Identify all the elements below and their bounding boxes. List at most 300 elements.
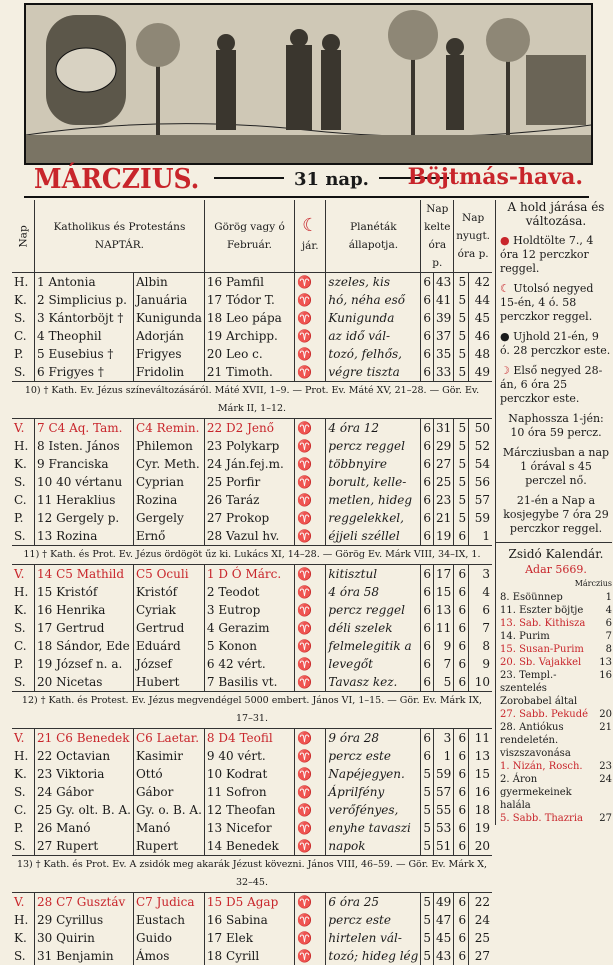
sunrise-hour: 6 [421, 273, 434, 292]
sunset-min: 10 [469, 673, 492, 692]
jewish-item-day: 13 [599, 657, 612, 668]
sunrise-hour: 6 [421, 583, 434, 601]
sunrise-min: 25 [433, 473, 453, 491]
day-cell: S. [14, 365, 26, 379]
protestant-cell: Eduárd [133, 637, 204, 655]
jewish-item-day: 1 [605, 592, 612, 603]
moon-cell [295, 947, 326, 965]
greek-cell: 24 Ján.fej.m. [204, 455, 294, 473]
catholic-cell: 20 Nicetas [35, 673, 134, 692]
moon-cell [295, 309, 326, 327]
jewish-calendar-list [500, 591, 612, 825]
sunset-min: 48 [469, 345, 492, 363]
zodiac-icon: ♈ [297, 749, 313, 763]
sunrise-hour: 5 [421, 837, 434, 856]
day-cell: H. [14, 749, 29, 763]
sunrise-hour: 6 [421, 637, 434, 655]
sunrise-min: 19 [433, 527, 453, 546]
day-cell: H. [14, 439, 29, 453]
sunrise-min: 3 [433, 729, 453, 748]
planet-cell: kitisztul [326, 565, 421, 584]
moon-section-title: A hold járása és változása. [507, 200, 605, 228]
sunset-hour: 6 [454, 929, 469, 947]
greek-cell: 15 D5 Agap [204, 893, 294, 912]
sunset-hour: 5 [454, 509, 469, 527]
greek-cell: 18 Cyrill [204, 947, 294, 965]
sunrise-min: 45 [433, 929, 453, 947]
sunrise-hour: 6 [421, 419, 434, 438]
col-day: Nap [12, 200, 35, 273]
moon-cell [295, 583, 326, 601]
protestant-cell: Kristóf [133, 583, 204, 601]
sunset-hour: 5 [454, 473, 469, 491]
moon-cell [295, 655, 326, 673]
sunrise-min: 47 [433, 911, 453, 929]
day-cell: C. [14, 329, 27, 343]
sunset-min: 13 [469, 747, 492, 765]
zodiac-icon: ♈ [297, 439, 313, 453]
greek-cell: 9 40 vért. [204, 747, 294, 765]
sunset-hour: 6 [454, 637, 469, 655]
sunset-hour: 6 [454, 911, 469, 929]
jewish-list-item [500, 604, 612, 617]
table-header [12, 200, 492, 273]
sunrise-min: 49 [433, 893, 453, 912]
table-row [12, 893, 492, 912]
zodiac-icon: ♈ [297, 803, 313, 817]
greek-cell: 14 Benedek [204, 837, 294, 856]
moon-cell [295, 893, 326, 912]
sunset-min: 4 [469, 583, 492, 601]
sunset-min: 50 [469, 419, 492, 438]
zodiac-icon: ♈ [297, 931, 313, 945]
sunset-hour: 5 [454, 491, 469, 509]
day-cell: K. [14, 603, 27, 617]
sunset-hour: 6 [454, 893, 469, 912]
jewish-item-label: 15. Susan-Purim [500, 644, 584, 655]
sidebar [495, 200, 612, 825]
catholic-cell: 28 C7 Gusztáv [35, 893, 134, 912]
sunset-hour: 6 [454, 947, 469, 965]
table-row [12, 491, 492, 509]
sunrise-hour: 6 [421, 601, 434, 619]
moon-cell [295, 601, 326, 619]
catholic-cell: 29 Cyrillus [35, 911, 134, 929]
catholic-cell: 25 Gy. olt. B. A. [35, 801, 134, 819]
zodiac-icon: ♈ [297, 493, 313, 507]
sunrise-min: 9 [433, 637, 453, 655]
sunrise-min: 57 [433, 783, 453, 801]
planet-cell: déli szelek [326, 619, 421, 637]
sunset-min: 25 [469, 929, 492, 947]
sunset-min: 15 [469, 765, 492, 783]
protestant-cell: Guido [133, 929, 204, 947]
moon-cell [295, 783, 326, 801]
sunset-hour: 5 [454, 291, 469, 309]
planet-cell: reggelekkel, [326, 509, 421, 527]
jewish-list-item [500, 812, 612, 825]
sunrise-hour: 6 [421, 565, 434, 584]
gospel-note [12, 692, 492, 729]
catholic-cell: 9 Franciska [35, 455, 134, 473]
sunrise-hour: 6 [421, 747, 434, 765]
protestant-cell: Eustach [133, 911, 204, 929]
catholic-cell: 21 C6 Benedek [35, 729, 134, 748]
jewish-item-label: 28. Antiókus rendeletén. viszszavonása [500, 722, 571, 759]
planet-cell: Tavasz kez. [326, 673, 421, 692]
greek-cell: 10 Kodrat [204, 765, 294, 783]
jewish-item-label: 14. Purim [500, 631, 550, 642]
day-cell: H. [14, 913, 29, 927]
planet-cell: Napéjegyen. [326, 765, 421, 783]
sun-sign-entry: 21-én a Nap a kosjegybe 7 óra 29 perczkor reggel. [503, 494, 609, 535]
day-cell: V. [14, 895, 25, 909]
sunrise-hour: 6 [421, 437, 434, 455]
zodiac-icon: ♈ [297, 621, 313, 635]
planet-cell: percz este [326, 911, 421, 929]
protestant-cell: Cyprian [133, 473, 204, 491]
last-quarter: ☾ Utolsó negyed 15-én, 4 ó. 58 perczkor reggel. [500, 282, 594, 323]
protestant-cell: Manó [133, 819, 204, 837]
table-row [12, 783, 492, 801]
moon-cell [295, 273, 326, 292]
protestant-cell: Januária [133, 291, 204, 309]
sunrise-min: 43 [433, 273, 453, 292]
zodiac-icon: ♈ [297, 329, 313, 343]
moon-cell [295, 291, 326, 309]
sunrise-min: 1 [433, 747, 453, 765]
greek-cell: 3 Eutrop [204, 601, 294, 619]
jewish-item-day: 20 [599, 709, 612, 720]
zodiac-icon: ♈ [297, 275, 313, 289]
sunrise-min: 59 [433, 765, 453, 783]
protestant-cell: Gertrud [133, 619, 204, 637]
protestant-cell: Ottó [133, 765, 204, 783]
sunset-hour: 5 [454, 345, 469, 363]
zodiac-icon: ♈ [297, 457, 313, 471]
zodiac-icon: ♈ [297, 603, 313, 617]
table-row [12, 619, 492, 637]
jewish-item-day: 24 [599, 774, 612, 785]
planet-cell: szeles, kis [326, 273, 421, 292]
zodiac-icon: ♈ [297, 785, 313, 799]
catholic-cell: 14 C5 Mathild [35, 565, 134, 584]
sunset-hour: 6 [454, 619, 469, 637]
table-row [12, 655, 492, 673]
catholic-cell: 6 Frigyes † [35, 363, 134, 382]
sunrise-min: 17 [433, 565, 453, 584]
sunset-hour: 5 [454, 363, 469, 382]
sunrise-hour: 5 [421, 801, 434, 819]
sunset-min: 56 [469, 473, 492, 491]
planet-cell: levegőt [326, 655, 421, 673]
moon-cell [295, 509, 326, 527]
moon-cell [295, 637, 326, 655]
catholic-cell: 5 Eusebius † [35, 345, 134, 363]
jewish-item-label: 27. Sabb. Pekudé [500, 709, 589, 720]
sunrise-hour: 6 [421, 655, 434, 673]
catholic-cell: 13 Rozina [35, 527, 134, 546]
gospel-note [12, 856, 492, 893]
planet-cell: Kunigunda [326, 309, 421, 327]
sunset-min: 9 [469, 655, 492, 673]
jewish-item-label: 23. Templ.-szentelés Zorobabel által [500, 670, 578, 707]
planet-cell: Áprilfény [326, 783, 421, 801]
sunrise-hour: 6 [421, 327, 434, 345]
sunset-min: 7 [469, 619, 492, 637]
sunrise-hour: 6 [421, 619, 434, 637]
moon-cell [295, 527, 326, 546]
table-row [12, 929, 492, 947]
protestant-cell: Frigyes [133, 345, 204, 363]
greek-cell: 21 Timoth. [204, 363, 294, 382]
jewish-item-day: 4 [605, 605, 612, 616]
jewish-list-item [500, 708, 612, 721]
sunset-min: 18 [469, 801, 492, 819]
catholic-cell: 4 Theophil [35, 327, 134, 345]
catholic-cell: 27 Rupert [35, 837, 134, 856]
moon-cell [295, 419, 326, 438]
table-row [12, 947, 492, 965]
jewish-month-label: Márczius [574, 579, 612, 588]
jewish-item-day: 27 [599, 813, 612, 824]
planet-cell: enyhe tavaszi [326, 819, 421, 837]
catholic-cell: 16 Henrika [35, 601, 134, 619]
protestant-cell: Cyr. Meth. [133, 455, 204, 473]
sunset-min: 42 [469, 273, 492, 292]
catholic-cell: 11 Heraklius [35, 491, 134, 509]
zodiac-icon: ♈ [297, 839, 313, 853]
planet-cell: felmelegitik a [326, 637, 421, 655]
protestant-cell: Gábor [133, 783, 204, 801]
planet-cell: percz reggel [326, 601, 421, 619]
sunset-min: 44 [469, 291, 492, 309]
jewish-item-label: 13. Sab. Kithisza [500, 618, 586, 629]
sunset-min: 24 [469, 911, 492, 929]
title-bar [24, 164, 589, 194]
header-illustration [24, 3, 593, 165]
jewish-title: Zsidó Kalendár. [508, 547, 604, 561]
day-length: Naphossza 1-jén: 10 óra 59 percz. [508, 412, 604, 439]
moon-cell [295, 837, 326, 856]
table-row [12, 327, 492, 345]
moon-cell [295, 455, 326, 473]
protestant-cell: Rupert [133, 837, 204, 856]
day-cell: P. [14, 657, 24, 671]
table-row [12, 419, 492, 438]
divider [24, 196, 589, 198]
sunset-hour: 6 [454, 583, 469, 601]
table-row [12, 527, 492, 546]
sunset-min: 59 [469, 509, 492, 527]
sunset-hour: 6 [454, 783, 469, 801]
moon-cell [295, 747, 326, 765]
last-quarter-icon: ☾ [500, 282, 510, 295]
greek-cell: 12 Theofan [204, 801, 294, 819]
jewish-item-day: 23 [599, 761, 612, 772]
sunset-min: 52 [469, 437, 492, 455]
catholic-cell: 26 Manó [35, 819, 134, 837]
table-row [12, 801, 492, 819]
sunset-min: 54 [469, 455, 492, 473]
sunrise-min: 15 [433, 583, 453, 601]
catholic-cell: 2 Simplicius p. [35, 291, 134, 309]
catholic-cell: 18 Sándor, Ede [35, 637, 134, 655]
gospel-note-text: 10) † Kath. Ev. Jézus színeváltozásáról. Máté XVII, 1–9. — Prot. Ev. Máté XV, 21–28. — Gör. Ev. Márk II, 1–12. [12, 382, 492, 419]
days-count: 31 nap. [294, 169, 369, 190]
day-cell: S. [14, 839, 26, 853]
catholic-cell: 15 Kristóf [35, 583, 134, 601]
jewish-item-day: 21 [599, 722, 612, 733]
gospel-note-text: 12) † Kath. és Protest. Ev. Jézus megvendégel 5000 embert. János VI, 1–15. — Gör. Ev. Márk IX, 17–31. [12, 692, 492, 729]
moon-cell [295, 765, 326, 783]
planet-cell: 9 óra 28 [326, 729, 421, 748]
greek-cell: 28 Vazul hv. [204, 527, 294, 546]
planet-cell: hó, néha eső [326, 291, 421, 309]
sunrise-hour: 5 [421, 819, 434, 837]
sunrise-min: 23 [433, 491, 453, 509]
planet-cell: verőfényes, [326, 801, 421, 819]
day-cell: V. [14, 731, 25, 745]
protestant-cell: Ámos [133, 947, 204, 965]
planet-cell: napok [326, 837, 421, 856]
planet-cell: percz reggel [326, 437, 421, 455]
sunrise-hour: 6 [421, 345, 434, 363]
catholic-cell: 3 Kántorböjt † [35, 309, 134, 327]
protestant-cell: Kunigunda [133, 309, 204, 327]
day-cell: K. [14, 767, 27, 781]
sunset-min: 1 [469, 527, 492, 546]
left-arrow-ornament [214, 177, 284, 179]
sunrise-min: 29 [433, 437, 453, 455]
jewish-list-item [500, 617, 612, 630]
table-row [12, 729, 492, 748]
col-catholic: Katholikus és Protestáns NAPTÁR. [35, 200, 205, 273]
day-cell: S. [14, 475, 26, 489]
sunrise-hour: 5 [421, 783, 434, 801]
catholic-cell: 8 Isten. János [35, 437, 134, 455]
day-cell: C. [14, 639, 27, 653]
day-cell: P. [14, 511, 24, 525]
jewish-item-label: 11. Eszter böjtje [500, 605, 584, 616]
sunset-min: 22 [469, 893, 492, 912]
day-cell: H. [14, 585, 29, 599]
jewish-list-item [500, 773, 612, 812]
col-greek: Görög vagy ó Február. [204, 200, 294, 273]
sunrise-min: 13 [433, 601, 453, 619]
greek-cell: 13 Nicefor [204, 819, 294, 837]
sunset-hour: 5 [454, 273, 469, 292]
planet-cell: éjjeli széllel [326, 527, 421, 546]
zodiac-icon: ♈ [297, 311, 313, 325]
sunrise-hour: 6 [421, 729, 434, 748]
catholic-cell: 23 Viktoria [35, 765, 134, 783]
sunrise-min: 51 [433, 837, 453, 856]
day-cell: K. [14, 293, 27, 307]
sunrise-min: 27 [433, 455, 453, 473]
sunset-hour: 5 [454, 327, 469, 345]
day-cell: P. [14, 821, 24, 835]
greek-cell: 25 Porfir [204, 473, 294, 491]
catholic-cell: 24 Gábor [35, 783, 134, 801]
planet-cell: az idő vál- [326, 327, 421, 345]
table-row [12, 765, 492, 783]
calendar-table [12, 200, 492, 965]
full-moon: ● Holdtölte 7., 4 óra 12 perczkor reggel. [500, 234, 594, 275]
sunrise-hour: 5 [421, 929, 434, 947]
zodiac-icon: ♈ [297, 567, 313, 581]
greek-cell: 27 Prokop [204, 509, 294, 527]
day-cell: V. [14, 567, 25, 581]
greek-cell: 2 Teodot [204, 583, 294, 601]
planet-cell: percz este [326, 747, 421, 765]
jewish-list-item [500, 760, 612, 773]
sunrise-min: 31 [433, 419, 453, 438]
day-cell: C. [14, 803, 27, 817]
moon-cell [295, 565, 326, 584]
sunrise-min: 7 [433, 655, 453, 673]
moon-cell [295, 819, 326, 837]
greek-cell: 17 Tódor T. [204, 291, 294, 309]
new-moon: ● Ujhold 21-én, 9 ó. 28 perczkor este. [500, 330, 611, 357]
day-cell: S. [14, 529, 26, 543]
day-cell: K. [14, 931, 27, 945]
planet-cell: hirtelen vál- [326, 929, 421, 947]
gospel-note [12, 382, 492, 419]
col-moon: ☾ jár. [295, 200, 326, 273]
sunrise-hour: 5 [421, 893, 434, 912]
sunrise-min: 11 [433, 619, 453, 637]
col-sunrise: Nap kelte óra p. [421, 200, 454, 273]
sunset-min: 16 [469, 783, 492, 801]
sunset-hour: 6 [454, 765, 469, 783]
moon-cell [295, 327, 326, 345]
table-row [12, 819, 492, 837]
day-cell: V. [14, 421, 25, 435]
sunset-min: 57 [469, 491, 492, 509]
catholic-cell: 22 Octavian [35, 747, 134, 765]
greek-cell: 7 Basilis vt. [204, 673, 294, 692]
sunset-min: 3 [469, 565, 492, 584]
sunrise-hour: 6 [421, 291, 434, 309]
planet-cell: tozó, felhős, [326, 345, 421, 363]
jewish-item-day: 6 [605, 618, 612, 629]
sunrise-min: 35 [433, 345, 453, 363]
protestant-cell: C7 Judica [133, 893, 204, 912]
planet-cell: tozó; hideg lég [326, 947, 421, 965]
day-cell: P. [14, 347, 24, 361]
protestant-cell: Fridolin [133, 363, 204, 382]
day-cell: S. [14, 675, 26, 689]
zodiac-icon: ♈ [297, 365, 313, 379]
moon-cell [295, 729, 326, 748]
zodiac-icon: ♈ [297, 675, 313, 689]
planet-cell: borult, kelle- [326, 473, 421, 491]
protestant-cell: József [133, 655, 204, 673]
sunset-min: 6 [469, 601, 492, 619]
jewish-list-item [500, 630, 612, 643]
greek-cell: 23 Polykarp [204, 437, 294, 455]
jewish-item-day: 7 [605, 631, 612, 642]
sunrise-min: 21 [433, 509, 453, 527]
protestant-cell: Albin [133, 273, 204, 292]
sunrise-hour: 5 [421, 765, 434, 783]
zodiac-icon: ♈ [297, 657, 313, 671]
moon-cell [295, 473, 326, 491]
zodiac-icon: ♈ [297, 585, 313, 599]
zodiac-icon: ♈ [297, 347, 313, 361]
jewish-list-item [500, 721, 612, 760]
